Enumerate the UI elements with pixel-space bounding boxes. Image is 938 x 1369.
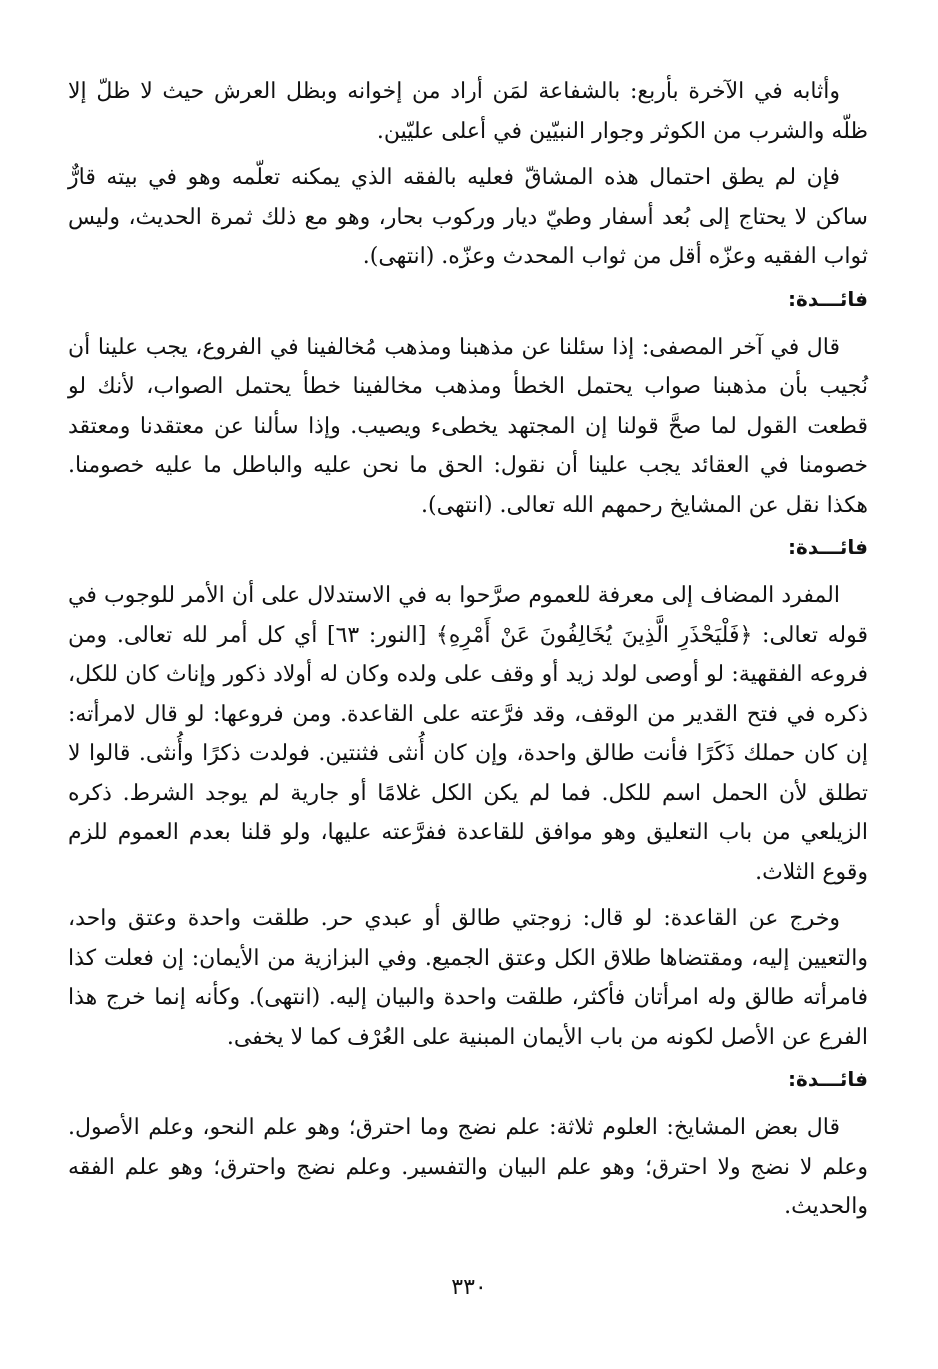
section-heading: فائـــدة:	[788, 1067, 868, 1091]
paragraph-exception: وخرج عن القاعدة: لو قال: زوجتي طالق أو عبدي حر. طلقت واحدة وعتق واحد، والتعيين إليه، ومقتضاها طلاق الكل وعتق الجميع. وفي البزازية من الأيمان: إن فعلت كذا فامرأته طالق وله امرأتان فأكثر، طلقت واحدة والبيان إليه. (انتهى). وكأنه إنما خرج هذا الفرع عن الأصل لكونه من باب الأيمان المبنية على العُرْف كما لا يخفى.	[68, 906, 868, 1050]
section-heading: فائـــدة:	[788, 286, 868, 311]
page-body	[68, 72, 868, 1234]
paragraph-sciences: قال بعض المشايخ: العلوم ثلاثة: علم نضج وما احترق؛ وهو علم النحو، وعلم الأصول. وعلم لا نضج ولا احترق؛ وهو علم البيان والتفسير. وعلم نضج واحترق؛ وهو علم الفقه والحديث.	[68, 1115, 868, 1219]
page-number: ٣٣٠	[451, 1275, 487, 1300]
paragraph-mufrad-mudaf: المفرد المضاف إلى معرفة للعموم صرَّحوا به في الاستدلال على أن الأمر للوجوب في قوله تعالى: ﴿فَلْيَحْذَرِ الَّذِينَ يُخَالِفُونَ عَنْ أَمْرِهِ﴾ [النور: ٦٣] أي كل أمر لله تعالى. ومن فروعه الفقهية: لو أوصى لولد زيد أو وقف على ولده وكان له أولاد ذكور وإناث كان للكل، ذكره في فتح القدير من الوقف، وقد فرَّعته على القاعدة. ومن فروعها: لو قال لامرأته: إن كان حملك ذَكَرًا فأنت طالق واحدة، وإن كان أُنثى فثنتين. فولدت ذكرًا وأُنثى. قالوا لا تطلق لأن الحمل اسم للكل. فما لم يكن الكل غلامًا أو جارية لم يوجد الشرط. ذكره الزيلعي من باب التعليق وهو موافق للقاعدة ففرَّعته عليها، ولو قلنا بعدم العموم للزم وقوع الثلاث.	[68, 583, 868, 885]
paragraph-rewards: وأثابه في الآخرة بأربع: بالشفاعة لمَن أراد من إخوانه وبظل العرش حيث لا ظلّ إلا ظلّه والشرب من الكوثر وجوار النبيّين في أعلى عليّين.	[68, 79, 868, 144]
section-heading: فائـــدة:	[788, 535, 868, 559]
paragraph-mustasfa: قال في آخر المصفى: إذا سئلنا عن مذهبنا ومذهب مُخالفينا في الفروع، يجب علينا أن نُجيب بأن مذهبنا صواب يحتمل الخطأ ومذهب مخالفينا خطأ يحتمل الصواب، لأنك لو قطعت القول لما صحَّ قولنا إن المجتهد يخطىء ويصيب. وإذا سألنا عن معتقدنا ومعتقد خصومنا في العقائد يجب علينا أن نقول: الحق ما نحن عليه والباطل ما عليه خصومنا. هكذا نقل عن المشايخ رحمهم الله تعالى. (انتهى).	[68, 334, 868, 518]
paragraph-fiqh-merit: فإن لم يطق احتمال هذه المشاقّ فعليه بالفقه الذي يمكنه تعلّمه وهو في بيته قارٌّ ساكن لا يحتاج إلى بُعد أسفار وطيّ ديار وركوب بحار، وهو مع ذلك ثمرة الحديث، وليس ثواب الفقيه وعزّه أقل من ثواب المحدث وعزّه. (انتهى).	[68, 165, 868, 269]
